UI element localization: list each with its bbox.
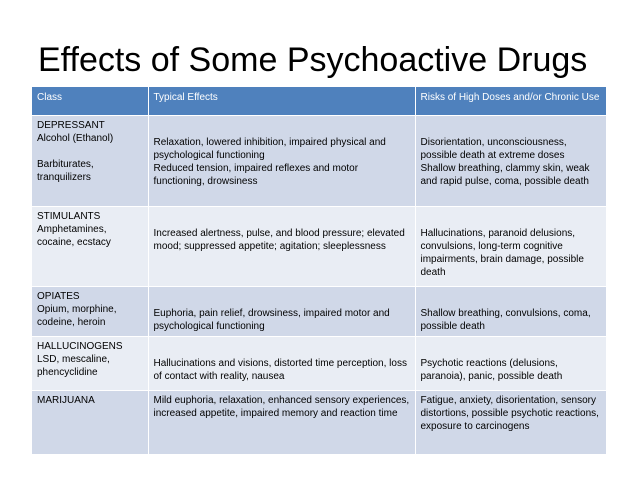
effects-cell bbox=[148, 115, 415, 206]
class-name: DEPRESSANT bbox=[37, 119, 105, 131]
table-row bbox=[32, 115, 606, 206]
class-cell bbox=[32, 390, 148, 454]
effects-text: Hallucinations and visions, distorted time perception, loss of contact with reality, nausea bbox=[153, 357, 407, 382]
class-cell bbox=[32, 286, 148, 336]
class-examples: tranquilizers bbox=[37, 171, 91, 183]
class-examples: Barbiturates, bbox=[37, 158, 94, 170]
risks-text: Disorientation, unconsciousness, possible death at extreme doses bbox=[420, 136, 567, 161]
risks-cell bbox=[415, 390, 606, 454]
effects-cell bbox=[148, 206, 415, 286]
effects-text: Relaxation, lowered inhibition, impaired physical and psychological functioning bbox=[153, 136, 386, 161]
table-header-row bbox=[32, 87, 606, 115]
risks-text: Fatigue, anxiety, disorientation, sensory distortions, possible psychotic reactions, exposure to carcinogens bbox=[420, 394, 599, 432]
table-row bbox=[32, 206, 606, 286]
table-row bbox=[32, 286, 606, 336]
class-cell bbox=[32, 206, 148, 286]
risks-cell bbox=[415, 206, 606, 286]
class-examples: codeine, heroin bbox=[37, 316, 106, 328]
effects-cell bbox=[148, 286, 415, 336]
drug-effects-table bbox=[32, 87, 606, 454]
class-name: STIMULANTS bbox=[37, 210, 101, 222]
risks-cell bbox=[415, 115, 606, 206]
table-row bbox=[32, 336, 606, 390]
header-class: Class bbox=[32, 87, 148, 115]
risks-cell bbox=[415, 286, 606, 336]
class-name: OPIATES bbox=[37, 290, 80, 302]
header-risks: Risks of High Doses and/or Chronic Use bbox=[415, 87, 606, 115]
risks-text: Psychotic reactions (delusions, paranoia), panic, possible death bbox=[420, 357, 563, 382]
class-examples: Opium, morphine, bbox=[37, 303, 117, 315]
class-examples: Amphetamines, bbox=[37, 223, 107, 235]
effects-text: Reduced tension, impaired reflexes and motor functioning, drowsiness bbox=[153, 162, 359, 187]
effects-cell bbox=[148, 390, 415, 454]
class-examples: Alcohol (Ethanol) bbox=[37, 132, 114, 144]
risks-cell bbox=[415, 336, 606, 390]
class-cell bbox=[32, 115, 148, 206]
class-cell bbox=[32, 336, 148, 390]
class-name: MARIJUANA bbox=[37, 394, 95, 406]
risks-text: Shallow breathing, clammy skin, weak and rapid pulse, coma, possible death bbox=[420, 162, 590, 187]
effects-cell bbox=[148, 336, 415, 390]
table-row bbox=[32, 390, 606, 454]
class-examples: phencyclidine bbox=[37, 366, 98, 378]
slide-title: Effects of Some Psychoactive Drugs bbox=[38, 41, 588, 79]
class-name: HALLUCINOGENS bbox=[37, 340, 123, 352]
risks-text: Shallow breathing, convulsions, coma, possible death bbox=[420, 307, 591, 332]
effects-text: Mild euphoria, relaxation, enhanced sensory experiences, increased appetite, impaired memory and reaction time bbox=[153, 394, 410, 419]
header-typical-effects: Typical Effects bbox=[148, 87, 415, 115]
class-examples: cocaine, ecstacy bbox=[37, 236, 111, 248]
effects-text: Euphoria, pain relief, drowsiness, impaired motor and psychological functioning bbox=[153, 307, 390, 332]
class-examples: LSD, mescaline, bbox=[37, 353, 110, 365]
effects-text: Increased alertness, pulse, and blood pressure; elevated mood; suppressed appetite; agitation; sleeplessness bbox=[153, 227, 405, 252]
risks-text: Hallucinations, paranoid delusions, convulsions, long-term cognitive impairments, brain damage, possible death bbox=[420, 227, 584, 278]
